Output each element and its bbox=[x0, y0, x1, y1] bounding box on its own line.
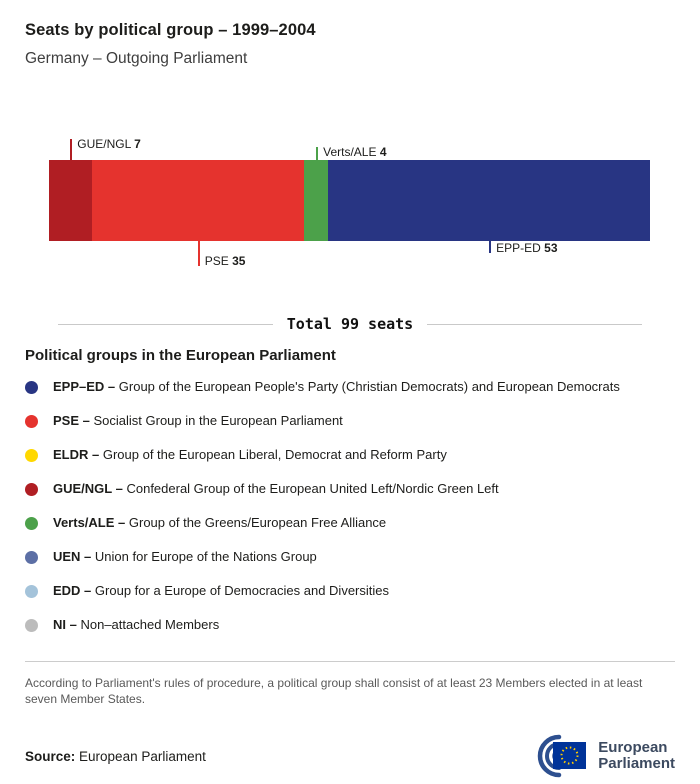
segment-name: PSE bbox=[204, 254, 229, 268]
segment-callout bbox=[489, 241, 557, 253]
page-subtitle: Germany – Outgoing Parliament bbox=[25, 50, 248, 67]
group-abbr: EDD – bbox=[53, 583, 92, 598]
segment-value: 53 bbox=[544, 241, 558, 255]
legend-swatch bbox=[25, 483, 38, 496]
bar-segment bbox=[328, 160, 650, 255]
legend-label bbox=[53, 447, 447, 463]
segment-value: 35 bbox=[232, 254, 246, 268]
group-abbr: EPP–ED – bbox=[53, 379, 116, 394]
total-seats-row bbox=[58, 315, 642, 333]
legend-heading: Political groups in the European Parliament bbox=[25, 347, 336, 364]
footer bbox=[25, 733, 675, 779]
group-abbr: GUE/NGL – bbox=[53, 481, 123, 496]
total-rule-right bbox=[427, 324, 642, 325]
group-description: Union for Europe of the Nations Group bbox=[94, 549, 317, 564]
group-description: Non–attached Members bbox=[80, 617, 220, 632]
callout-tick bbox=[489, 241, 491, 253]
callout-tick bbox=[316, 147, 318, 160]
legend-label bbox=[53, 515, 386, 531]
legend-label bbox=[53, 379, 620, 395]
legend-label bbox=[53, 481, 499, 497]
total-rule-left bbox=[58, 324, 273, 325]
legend-label bbox=[53, 549, 317, 565]
segment-name: GUE/NGL bbox=[77, 137, 131, 151]
segment-label bbox=[205, 255, 246, 267]
ep-logo-line2: Parliament bbox=[598, 755, 675, 772]
legend-label bbox=[53, 617, 219, 633]
legend-item bbox=[25, 547, 675, 567]
legend-item bbox=[25, 513, 675, 533]
segment-label bbox=[323, 146, 386, 158]
legend-swatch bbox=[25, 449, 38, 462]
callout-tick bbox=[70, 139, 72, 160]
segment-name: EPP-ED bbox=[496, 241, 541, 255]
total-seats-label: Total 99 seats bbox=[286, 315, 414, 333]
group-abbr: Verts/ALE – bbox=[53, 515, 126, 530]
segment-label bbox=[77, 138, 141, 150]
legend-item bbox=[25, 615, 675, 635]
ep-hemicycle-icon bbox=[523, 733, 589, 779]
segment-callout bbox=[70, 139, 141, 160]
legend-swatch bbox=[25, 585, 38, 598]
segment-label bbox=[496, 242, 557, 254]
legend-swatch bbox=[25, 551, 38, 564]
legend-swatch bbox=[25, 381, 38, 394]
source-label: Source: bbox=[25, 748, 76, 764]
legend-label bbox=[53, 583, 389, 599]
group-description: Group of the European Liberal, Democrat and Reform Party bbox=[102, 447, 447, 462]
segment-callout bbox=[198, 241, 246, 266]
european-parliament-logo bbox=[523, 733, 675, 779]
callout-tick bbox=[198, 241, 200, 266]
source-value: European Parliament bbox=[79, 748, 206, 764]
group-description: Group of the Greens/European Free Alliance bbox=[128, 515, 387, 530]
segment-value: 4 bbox=[379, 145, 387, 159]
segment-callout bbox=[316, 147, 386, 160]
bar-segment bbox=[92, 160, 304, 268]
legend-item bbox=[25, 411, 675, 431]
legend-item bbox=[25, 581, 675, 601]
legend-swatch bbox=[25, 415, 38, 428]
ep-logo-text bbox=[598, 740, 675, 772]
group-abbr: UEN – bbox=[53, 549, 92, 564]
group-description: Group for a Europe of Democracies and Diversities bbox=[94, 583, 389, 598]
bar-segment bbox=[49, 137, 141, 241]
group-abbr: PSE – bbox=[53, 413, 90, 428]
segment-name: Verts/ALE bbox=[323, 145, 377, 159]
footnote: According to Parliament's rules of procedure, a political group shall consist of at least 23 Members elected in at least seven Member States. bbox=[25, 676, 643, 706]
legend-item bbox=[25, 479, 675, 499]
group-abbr: NI – bbox=[53, 617, 77, 632]
legend-item bbox=[25, 377, 675, 397]
legend-swatch bbox=[25, 619, 38, 632]
footnote-divider bbox=[25, 661, 675, 662]
legend-label bbox=[53, 413, 343, 429]
ep-logo-line1: European bbox=[598, 739, 668, 756]
page-title: Seats by political group – 1999–2004 bbox=[25, 21, 316, 39]
group-description: Socialist Group in the European Parliament bbox=[93, 413, 343, 428]
group-description: Confederal Group of the European United Left/Nordic Green Left bbox=[126, 481, 499, 496]
stacked-bar bbox=[49, 137, 650, 268]
group-abbr: ELDR – bbox=[53, 447, 100, 462]
source-line bbox=[25, 749, 206, 764]
legend-item bbox=[25, 445, 675, 465]
legend-swatch bbox=[25, 517, 38, 530]
bar-segment bbox=[304, 145, 387, 241]
eu-flag-icon bbox=[553, 742, 586, 769]
legend bbox=[25, 377, 675, 635]
segment-value: 7 bbox=[134, 137, 141, 151]
group-description: Group of the European People's Party (Christian Democrats) and European Democrats bbox=[118, 379, 620, 394]
